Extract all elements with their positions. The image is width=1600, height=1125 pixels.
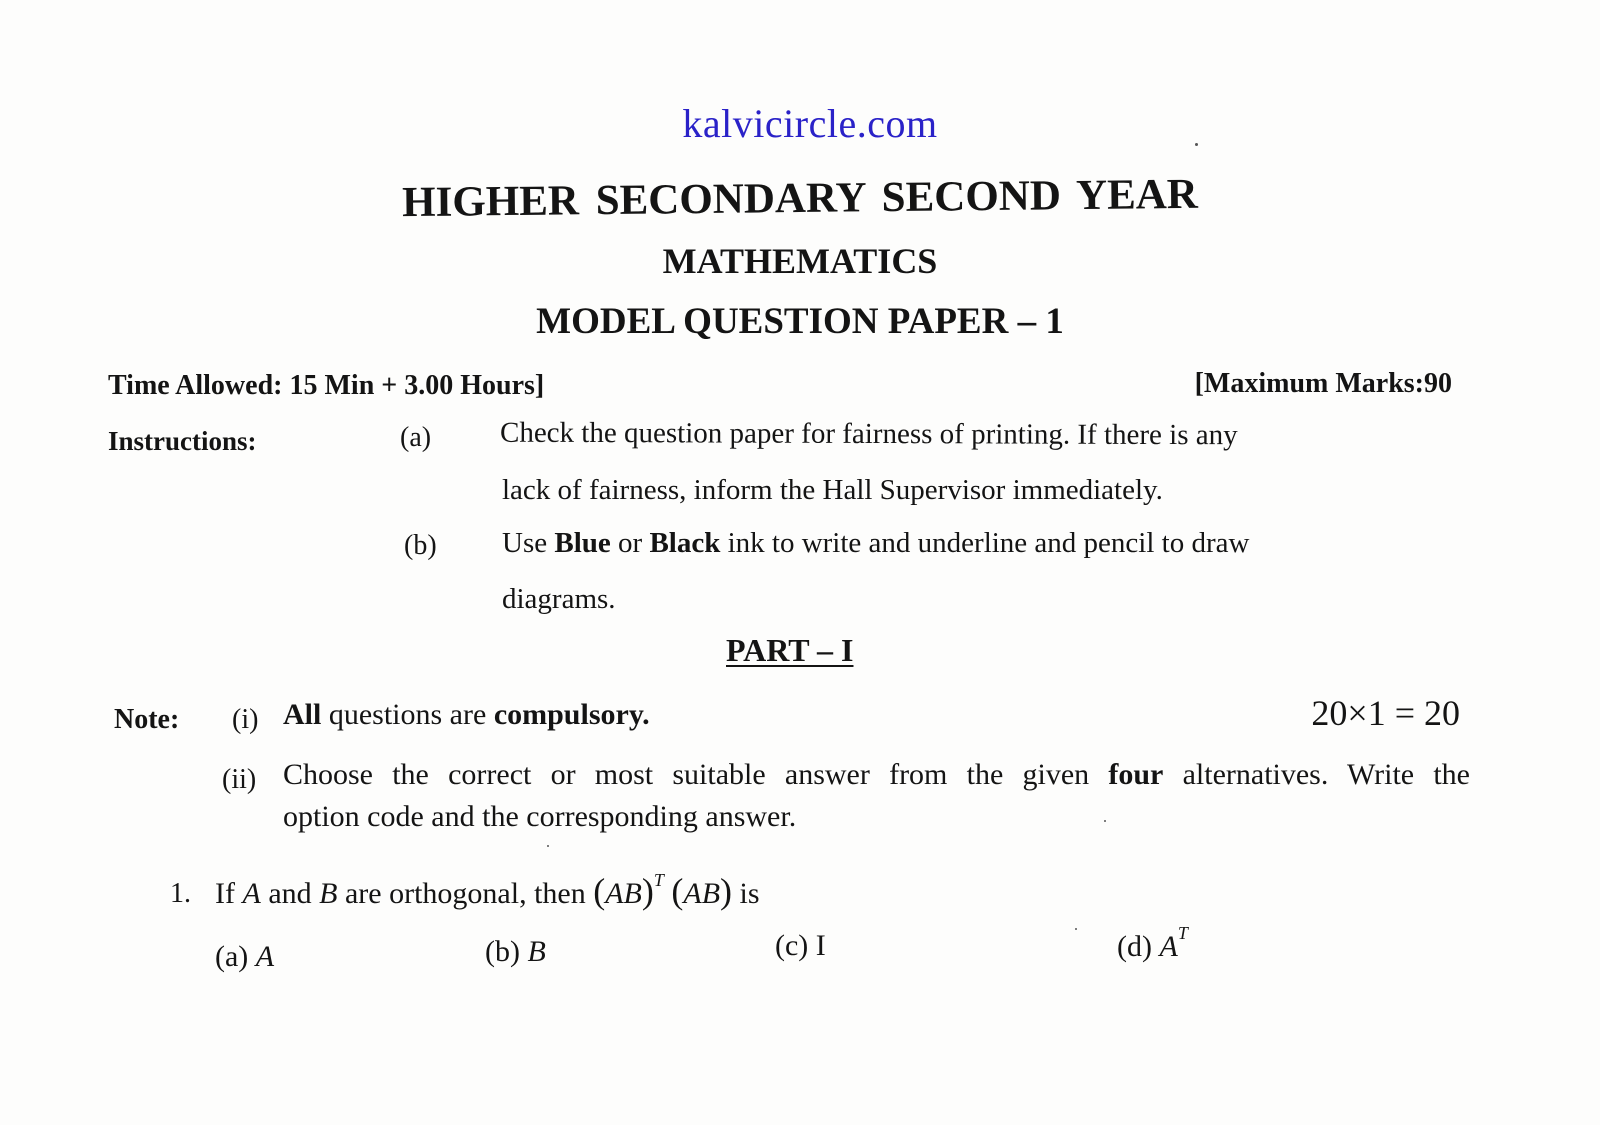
q-var-b: B <box>319 877 338 910</box>
note-ii-line1 <box>283 758 1470 792</box>
option-a-label: (a) <box>215 940 256 973</box>
option-b <box>485 935 546 969</box>
q-rparen-2: ) <box>720 871 733 911</box>
option-c-label: (c) <box>775 929 816 962</box>
print-speck <box>1195 143 1198 146</box>
option-a <box>215 940 274 974</box>
maximum-marks: [Maximum Marks:90 <box>1194 368 1452 399</box>
note-ii-pre: Choose the correct or most suitable answer from the given <box>283 758 1109 791</box>
q-rparen-1: ) <box>641 871 654 911</box>
marks-score: 20×1 = 20 <box>1311 693 1460 733</box>
note-i-text <box>283 698 650 732</box>
note-ii-number: (ii) <box>222 764 257 795</box>
option-c <box>775 929 826 963</box>
q-if: If <box>215 877 243 910</box>
q-lparen-2: ( <box>671 871 684 911</box>
print-speck <box>1075 928 1077 930</box>
instructions-label: Instructions: <box>108 426 257 456</box>
note-ii-four: four <box>1108 758 1164 791</box>
instruction-b-line2: diagrams. <box>502 583 616 615</box>
instruction-b-black: Black <box>649 527 721 559</box>
option-b-value: B <box>527 935 546 968</box>
note-ii-line2: option code and the corresponding answer. <box>283 800 797 833</box>
instruction-b-post: ink to write and underline and pencil to draw <box>720 527 1250 559</box>
subject-title: MATHEMATICS <box>662 241 938 281</box>
option-a-value: A <box>255 940 275 973</box>
option-b-label: (b) <box>485 935 528 968</box>
question-number: 1. <box>170 878 191 909</box>
note-i-all: All <box>283 698 322 731</box>
exam-title: HIGHER SECONDARY SECOND YEAR <box>401 170 1199 227</box>
question-text <box>215 870 760 912</box>
option-d-sup: T <box>1177 923 1188 943</box>
instruction-b-or: or <box>610 527 650 559</box>
instruction-b-blue: Blue <box>554 527 611 559</box>
note-i-mid: questions are <box>321 698 494 731</box>
instruction-a-letter: (a) <box>400 422 432 453</box>
print-speck <box>547 845 549 847</box>
option-c-value: I <box>815 929 826 962</box>
note-label: Note: <box>114 704 180 735</box>
part-heading: PART – I <box>726 632 854 668</box>
instruction-a-line2: lack of fairness, inform the Hall Supervisor immediately. <box>502 474 1163 506</box>
q-var-a: A <box>242 877 261 910</box>
instruction-b-line1 <box>502 527 1249 560</box>
instruction-b-letter: (b) <box>404 530 437 561</box>
instruction-b-pre: Use <box>502 527 555 559</box>
q-is: is <box>732 877 760 910</box>
watermark-text: kalvicircle.com <box>682 101 938 146</box>
q-and: and <box>260 877 320 910</box>
q-lparen-1: ( <box>593 871 606 911</box>
option-d-value: A <box>1159 930 1178 963</box>
note-i-number: (i) <box>232 704 259 735</box>
option-d-label: (d) <box>1117 930 1160 963</box>
q-rest: are orthogonal, then <box>337 877 594 910</box>
note-ii-post: alternatives. Write the <box>1163 758 1470 791</box>
print-speck <box>1104 820 1106 822</box>
q-ab-1: AB <box>605 877 642 910</box>
instruction-a-line1: Check the question paper for fairness of printing. If there is any <box>499 416 1238 452</box>
q-transpose-sup: T <box>653 870 664 890</box>
option-d <box>1117 923 1188 964</box>
note-i-compulsory: compulsory. <box>493 698 650 731</box>
paper-name: MODEL QUESTION PAPER – 1 <box>536 301 1064 342</box>
q-ab-2: AB <box>683 877 721 910</box>
time-allowed: Time Allowed: 15 Min + 3.00 Hours] <box>108 370 545 401</box>
